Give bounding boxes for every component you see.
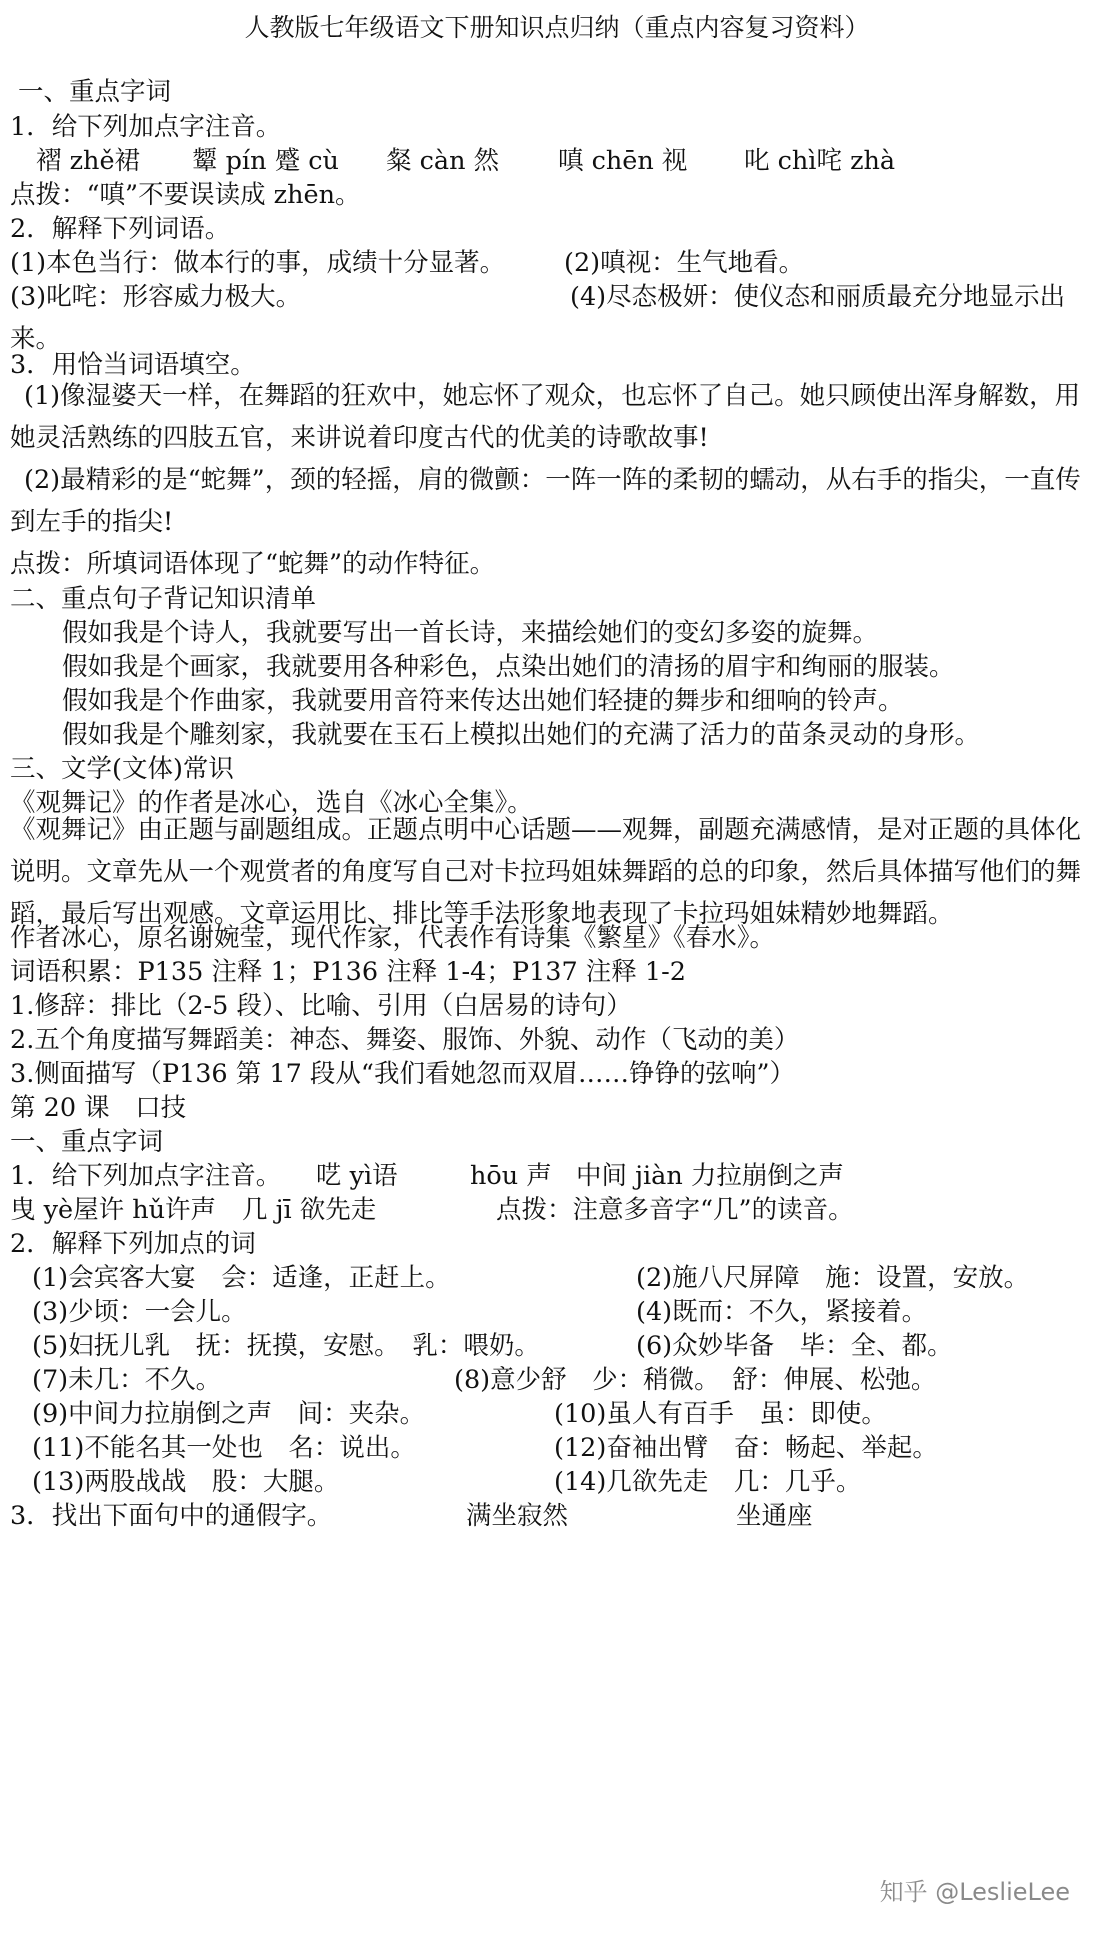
explain-item: (6)众妙毕备 毕：全、都。	[636, 1331, 953, 1361]
key-sentence: 假如我是个画家，我就要用各种彩色，点染出她们的清扬的眉宇和绚丽的服装。	[62, 652, 955, 682]
literature-note: 作者冰心，原名谢婉莹，现代作家，代表作有诗集《繁星》《春水》。	[10, 923, 776, 953]
question-2-explain: 2．解释下列加点的词	[10, 1229, 256, 1259]
rhetoric-note: 3.侧面描写（P136 第 17 段从“我们看她忽而双眉……铮铮的弦响”）	[10, 1059, 795, 1089]
key-sentence: 假如我是个诗人，我就要写出一首长诗，来描绘她们的变幻多姿的旋舞。	[62, 618, 879, 648]
explain-item: (1)本色当行：做本行的事，成绩十分显著。	[10, 248, 506, 278]
pinyin-item: 曳 yè屋许 hǔ许声	[10, 1195, 217, 1225]
vocab-note: 词语积累：P135 注释 1；P136 注释 1-4；P137 注释 1-2	[10, 957, 686, 987]
fill-paragraph: (2)最精彩的是“蛇舞”，颈的轻摇，肩的微颤：一阵一阵的柔韧的蠕动，从右手的指尖，一直传到左手的指尖!	[10, 465, 1081, 537]
section-heading-sentences: 二、重点句子背记知识清单	[10, 584, 317, 614]
explain-item: (12)奋袖出臂 奋：畅起、举起。	[554, 1433, 938, 1463]
question-3-label: 3．找出下面句中的通假字。	[10, 1501, 333, 1531]
key-sentence: 假如我是个雕刻家，我就要在玉石上模拟出她们的充满了活力的苗条灵动的身形。	[62, 720, 981, 750]
question-1-pinyin: 1．给下列加点字注音。	[10, 112, 282, 142]
explain-item: (2)施八尺屏障 施：设置，安放。	[636, 1263, 1030, 1293]
tongjia-answer: 坐通座	[736, 1501, 813, 1531]
pinyin-item: 嗔 chēn 视	[558, 146, 688, 176]
pinyin-item: 几 jī 欲先走	[242, 1195, 377, 1225]
pinyin-item: 叱 chì咤 zhà	[744, 146, 896, 176]
explain-item: (11)不能名其一处也 名：说出。	[32, 1433, 416, 1463]
question-1-pinyin: 1．给下列加点字注音。	[10, 1161, 282, 1191]
tip-line: 点拨：“嗔”不要误读成 zhēn。	[10, 180, 361, 210]
explain-item: (1)会宾客大宴 会：适逢，正赶上。	[32, 1263, 451, 1293]
watermark: 知乎 @LeslieLee	[879, 1878, 1070, 1906]
question-3-fill: 3．用恰当词语填空。	[10, 350, 256, 380]
explain-item: (14)几欲先走 几：几乎。	[554, 1467, 862, 1497]
tip-line: 点拨：所填词语体现了“蛇舞”的动作特征。	[10, 549, 496, 579]
pinyin-item: 褶 zhě裙	[36, 146, 141, 176]
literature-note: 《观舞记》的作者是冰心，选自《冰心全集》。	[10, 788, 533, 818]
explain-item: (10)虽人有百手 虽：即使。	[554, 1399, 887, 1429]
section-heading-key-words: 一、重点字词	[18, 77, 172, 107]
section-heading-key-words: 一、重点字词	[10, 1127, 164, 1157]
explain-item: (5)妇抚儿乳 抚：抚摸，安慰。 乳：喂奶。	[32, 1331, 540, 1361]
document-title: 人教版七年级语文下册知识点归纳（重点内容复习资料）	[244, 13, 870, 42]
section-heading-literature: 三、文学(文体)常识	[10, 754, 234, 784]
tip-line: 点拨：注意多音字“几”的读音。	[496, 1195, 854, 1225]
pinyin-item: 粲 càn 然	[386, 146, 500, 176]
pinyin-item: 呓 yì语	[316, 1161, 398, 1191]
rhetoric-note: 2.五个角度描写舞蹈美：神态、舞姿、服饰、外貌、动作（飞动的美）	[10, 1025, 800, 1055]
lesson-heading: 第 20 课 口技	[10, 1093, 187, 1123]
literature-paragraph: 《观舞记》由正题与副题组成。正题点明中心话题——观舞，副题充满感情，是对正题的具体化说明。文章先从一个观赏者的角度写自己对卡拉玛姐妹舞蹈的总的印象，然后具体描写他们的舞蹈，最后写出观感。文章运用比、排比等手法形象地表现了卡拉玛姐妹精妙地舞蹈。	[10, 815, 1082, 929]
question-2-explain: 2．解释下列词语。	[10, 214, 231, 244]
fill-paragraph: (1)像湿婆天一样，在舞蹈的狂欢中，她忘怀了观众，也忘怀了自己。她只顾使出浑身解数，用她灵活熟练的四肢五官，来讲说着印度古代的优美的诗歌故事!	[10, 381, 1081, 453]
explain-item: (3)少顷：一会儿。	[32, 1297, 247, 1327]
rhetoric-note: 1.修辞：排比（2-5 段）、比喻、引用（白居易的诗句）	[10, 991, 632, 1021]
explain-item: (13)两股战战 股：大腿。	[32, 1467, 340, 1497]
pinyin-item: 中间 jiàn 力拉崩倒之声	[576, 1161, 844, 1191]
tongjia-sentence: 满坐寂然	[466, 1501, 569, 1531]
explain-item-wrapped: (4)尽态极妍：使仪态和丽质最充分地显示出来。	[10, 282, 1066, 354]
explain-item: (2)嗔视：生气地看。	[564, 248, 805, 278]
pinyin-item: 颦 pín 蹙 cù	[192, 146, 339, 176]
explain-item: (4)既而：不久，紧接着。	[636, 1297, 928, 1327]
explain-item: (9)中间力拉崩倒之声 间：夹杂。	[32, 1399, 426, 1429]
explain-item: (7)未几：不久。	[32, 1365, 222, 1395]
pinyin-item: hōu 声	[470, 1161, 552, 1191]
explain-item: (3)叱咤：形容威力极大。	[10, 282, 302, 312]
explain-item: (8)意少舒 少：稍微。 舒：伸展、松弛。	[454, 1365, 937, 1395]
key-sentence: 假如我是个作曲家，我就要用音符来传达出她们轻捷的舞步和细响的铃声。	[62, 686, 904, 716]
